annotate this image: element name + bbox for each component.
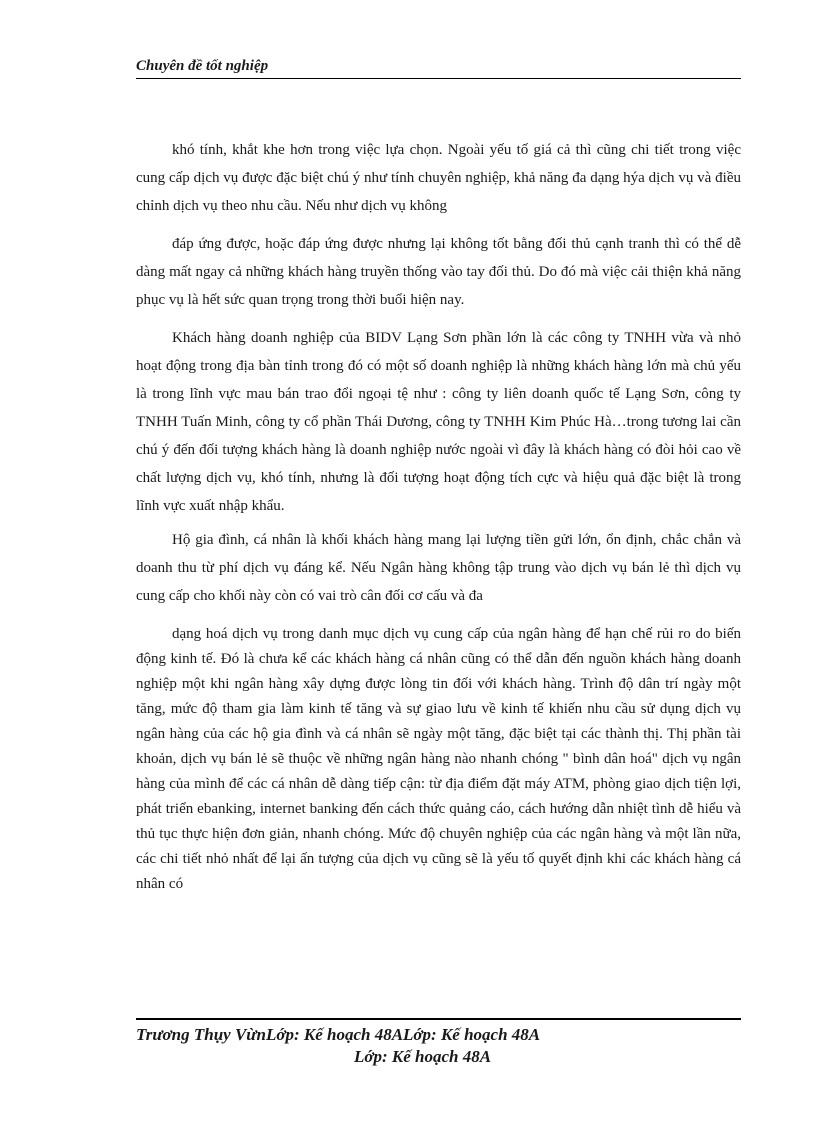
- paragraph-2: đáp ứng được, hoặc đáp ứng được nhưng lại không tốt bằng đối thủ cạnh tranh thì có thể dễ dàng mất ngay cả những khách hàng truyền thống vào tay đối thủ. Do đó mà việc cải thiện khả năng phục vụ là hết sức quan trọng trong thời buổi hiện nay.: [136, 236, 741, 308]
- document-body: [136, 136, 741, 897]
- footer-divider: [136, 1018, 741, 1020]
- page-header-title: Chuyên đề tốt nghiệp: [136, 58, 269, 74]
- header-divider: [136, 78, 741, 79]
- footer-line-2: Lớp: Kế hoạch 48A: [354, 1047, 492, 1066]
- paragraph-1: khó tính, khắt khe hơn trong việc lựa chọn. Ngoài yếu tố giá cả thì cũng chi tiết trong việc cung cấp dịch vụ được đặc biệt chú ý như tính chuyên nghiệp, khả năng đa dạng hýa dịch vụ và điều chỉnh dịch vụ theo nhu cầu. Nếu như dịch vụ không: [136, 142, 741, 214]
- paragraph-4: Hộ gia đình, cá nhân là khối khách hàng mang lại lượng tiền gửi lớn, ổn định, chắc chắn và doanh thu từ phí dịch vụ đáng kể. Nếu Ngân hàng không tập trung vào dịch vụ bán lẻ thì dịch vụ cung cấp cho khối này còn có vai trò cân đối cơ cấu và đa: [136, 532, 741, 604]
- paragraph-5: dạng hoá dịch vụ trong danh mục dịch vụ cung cấp của ngân hàng để hạn chế rủi ro do biến động kinh tế. Đó là chưa kể các khách hàng cá nhân cũng có thể dẫn đến nguồn khách hàng doanh nghiệp một khi ngân hàng xây dựng được lòng tin đối với khách hàng. Trình độ dân trí ngày một tăng, mức độ tham gia làm kinh tế tăng và sự giao lưu về kinh tế khiến nhu cầu sử dụng dịch vụ ngân hàng của các hộ gia đình và cá nhân sẽ ngày một tăng, đặc biệt tại các thành thị. Thị phần tài khoản, dịch vụ bán lẻ sẽ thuộc về những ngân hàng nào nhanh chóng " bình dân hoá" dịch vụ ngân hàng của mình để các cá nhân dễ dàng tiếp cận: từ địa điểm đặt máy ATM, phòng giao dịch tiện lợi, phát triển ebanking, internet banking đến cách thức quảng cáo, cách hướng dẫn nhiệt tình dễ hiểu và thủ tục thực hiện đơn giản, nhanh chóng. Mức độ chuyên nghiệp của các ngân hàng và một lần nữa, các chi tiết nhỏ nhất để lại ấn tượng của dịch vụ cũng sẽ là yếu tố quyết định khi các khách hàng cá nhân có: [136, 626, 741, 892]
- paragraph-3: Khách hàng doanh nghiệp của BIDV Lạng Sơn phần lớn là các công ty TNHH vừa và nhỏ hoạt động trong địa bàn tỉnh trong đó có một số doanh nghiệp là những khách hàng lớn mà chủ yếu là trong lĩnh vực mau bán trao đổi ngoại tệ như : công ty liên doanh quốc tế Lạng Sơn, công ty TNHH Tuấn Minh, công ty cổ phần Thái Dương, công ty TNHH Kim Phúc Hà…trong tương lai cần chú ý đến đối tượng khách hàng là doanh nghiệp nước ngoài vì đây là khách hàng có đòi hỏi cao về chất lượng dịch vụ, khó tính, nhưng là đối tượng hoạt động tích cực và hiệu quả đặc biệt là trong lĩnh vực xuất nhập khẩu.: [136, 330, 741, 514]
- page-footer: [136, 1024, 741, 1068]
- footer-line-1: Trương Thụy VừnLớp: Kế hoạch 48ALớp: Kế hoạch 48A: [136, 1025, 541, 1044]
